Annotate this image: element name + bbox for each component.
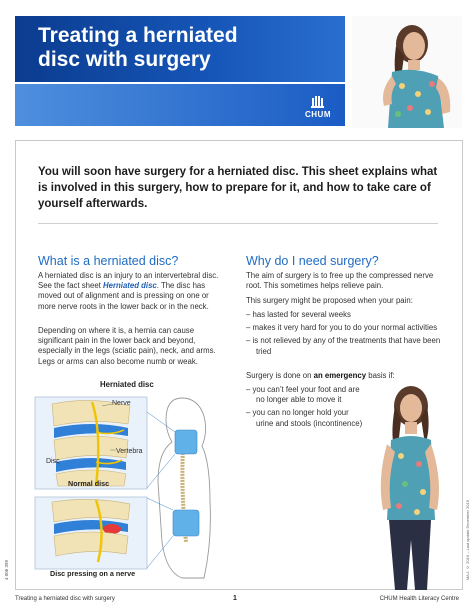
list-item: – you can no longer hold your urine and stools (incontinence) (246, 408, 366, 428)
label-vertebra: Vertebra (116, 448, 143, 455)
herniated-disc-illustration (32, 392, 217, 582)
page-number: 1 (233, 595, 237, 602)
footer-organization: CHUM Health Literacy Centre (379, 596, 459, 602)
intro-text: You will soon have surgery for a herniated disc. This sheet explains what is involved in this surgery, how to prepare for it, and how to take care of yourself afterwards. (38, 166, 438, 210)
document-number: 4 006 399 (4, 560, 9, 581)
header-sub-banner (15, 84, 345, 126)
list-item: – is not relieved by any of the treatments that have been tried (246, 336, 442, 356)
page-title: Treating a herniated disc with surgery (38, 24, 238, 71)
paragraph-definition: A herniated disc is an injury to an intervertebral disc. See the fact sheet Herniated disc. The disc has moved out of alignment and is pressing on one or more nerve roots in the lower back or in the neck. (38, 271, 219, 311)
caption-disc-pressing: Disc pressing on a nerve (50, 569, 136, 578)
list-item: – has lasted for several weeks (246, 310, 442, 320)
revision-note: MAJ. © 2016 – Last update December 2016 (465, 500, 470, 581)
list-emergency-conditions (246, 385, 366, 432)
photo-woman-standing (365, 380, 455, 590)
list-item: – makes it very hard for you to do your normal activities (246, 323, 442, 333)
footer-document-title: Treating a herniated disc with surgery (15, 596, 115, 602)
link-herniated-disc[interactable]: Herniated disc (103, 281, 157, 291)
divider (38, 223, 438, 224)
figure-title: Herniated disc (100, 380, 154, 389)
paragraph-symptoms: Depending on where it is, a hernia can cause significant pain in the lower back and beyond, especially in the legs (sciatic pain), neck, and arms. Legs or arms can also become numb or weak. (38, 326, 216, 366)
list-item: – you can’t feel your foot and are no longer able to move it (246, 385, 366, 405)
chum-logo: CHUM (298, 96, 338, 119)
paragraph-emergency: Surgery is done on an emergency basis if: (246, 371, 395, 380)
heading-why-surgery: Why do I need surgery? (246, 254, 379, 268)
label-nerve: Nerve (112, 400, 131, 407)
chum-logo-mark-icon (298, 96, 338, 110)
heading-what-is: What is a herniated disc? (38, 254, 179, 268)
paragraph-aim: The aim of surgery is to free up the compressed nerve root. This sometimes helps relieve pain. (246, 271, 434, 291)
label-disc: Disc (46, 458, 60, 465)
list-pain-conditions (246, 310, 442, 360)
photo-woman-back-pain (352, 16, 462, 128)
caption-normal-disc: Normal disc (68, 479, 110, 488)
paragraph-proposed-when: This surgery might be proposed when your pain: (246, 296, 413, 305)
